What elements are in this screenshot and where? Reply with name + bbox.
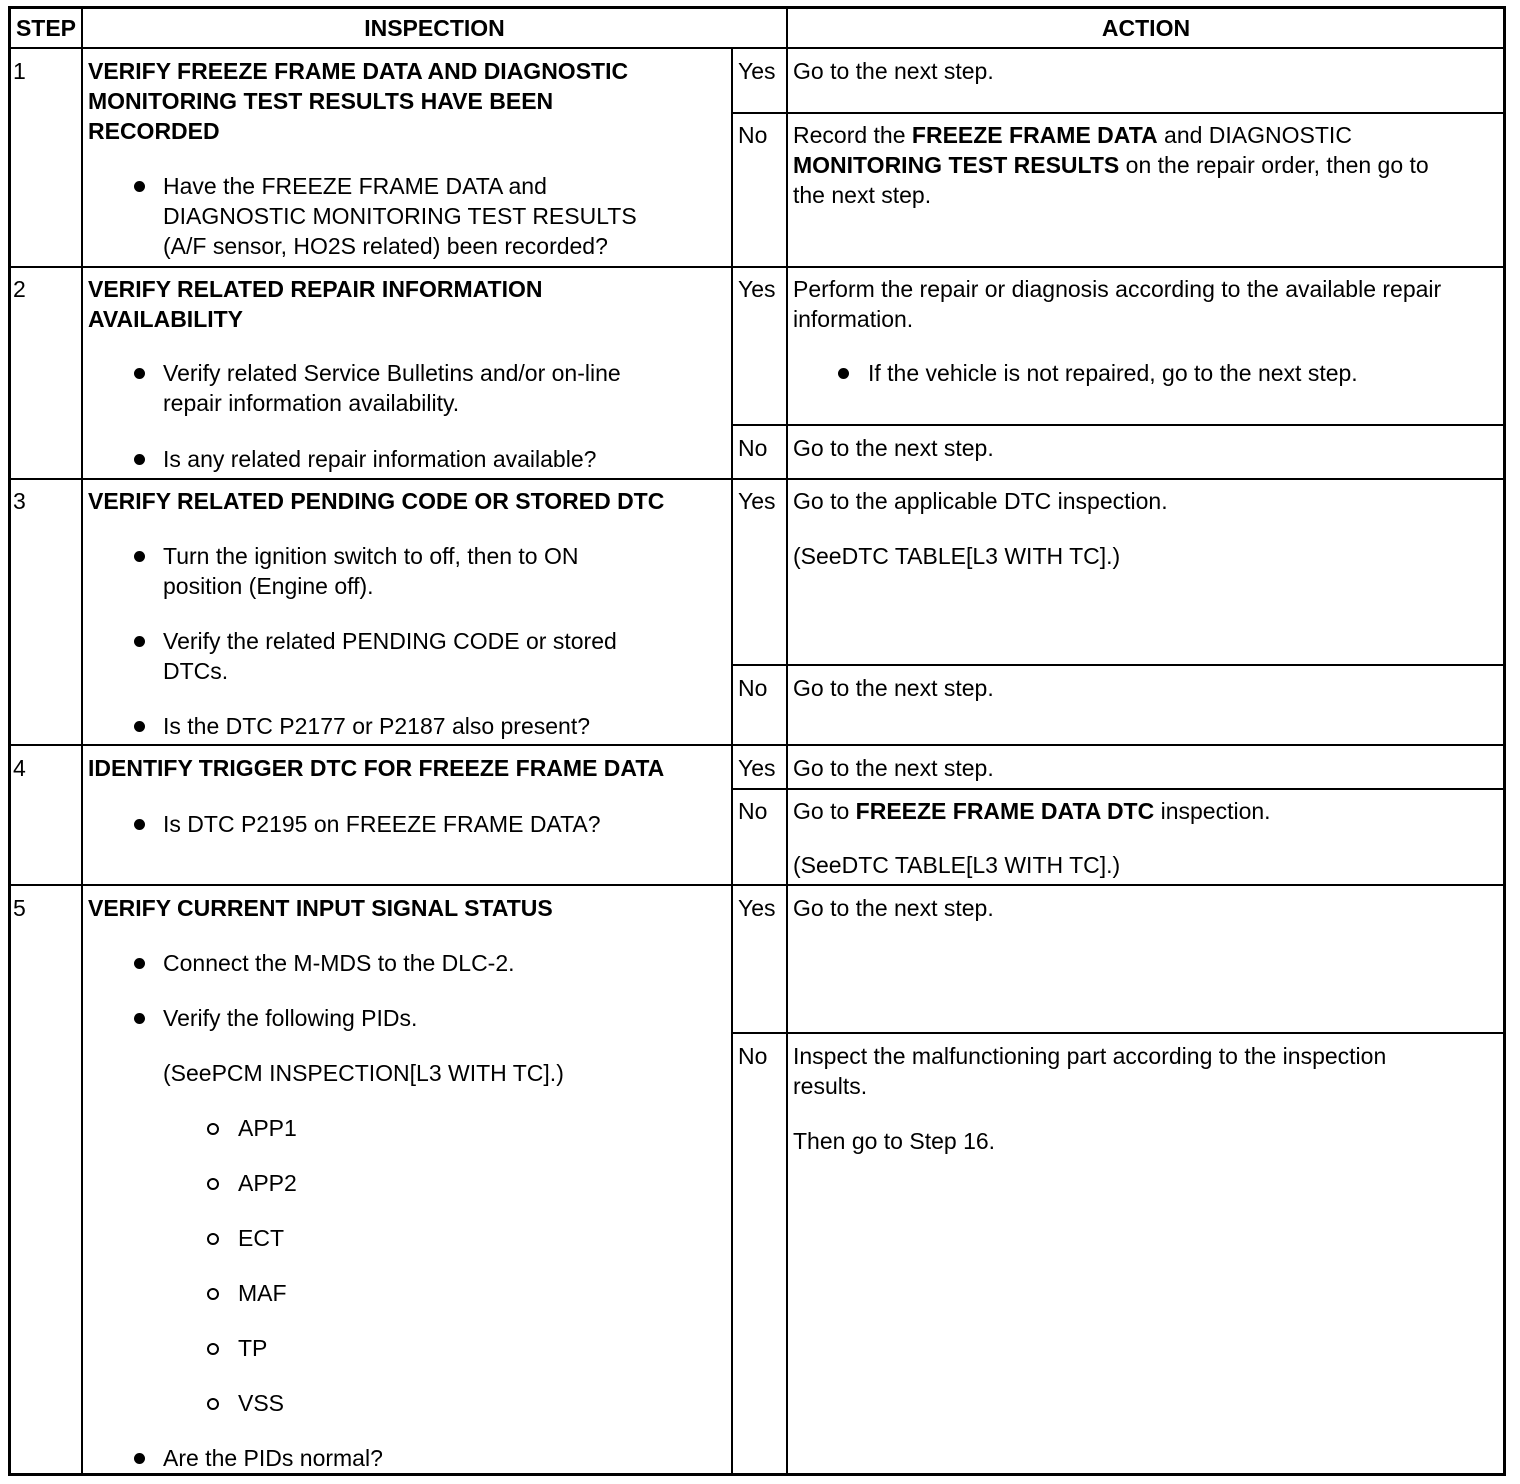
bullet-icon xyxy=(134,1013,145,1024)
bullet-text: If the vehicle is not repaired, go to the next step. xyxy=(868,360,1358,386)
bullet-text: Is any related repair information available? xyxy=(163,446,597,472)
bullet-icon xyxy=(134,181,145,192)
step-title: IDENTIFY TRIGGER DTC FOR FREEZE FRAME DATA xyxy=(88,755,665,781)
yes-action: information. xyxy=(793,306,914,332)
step-title: VERIFY RELATED PENDING CODE OR STORED DTC xyxy=(88,488,665,514)
no-label: No xyxy=(738,122,768,148)
no-action: Go to the next step. xyxy=(793,675,994,701)
reference-text: (SeeDTC TABLE[L3 WITH TC].) xyxy=(793,543,1121,569)
no-label: No xyxy=(738,1043,768,1069)
no-action: MONITORING TEST RESULTS on the repair order, then go to xyxy=(793,152,1429,178)
step-title: VERIFY CURRENT INPUT SIGNAL STATUS xyxy=(88,895,553,921)
bullet-text: Are the PIDs normal? xyxy=(163,1445,383,1471)
yes-label: Yes xyxy=(738,58,776,84)
bullet-text: Is the DTC P2177 or P2187 also present? xyxy=(163,713,591,739)
bullet-text: Verify the related PENDING CODE or stored xyxy=(163,628,617,654)
bullet-text: Verify related Service Bulletins and/or on-line xyxy=(163,360,621,386)
yes-label: Yes xyxy=(738,488,776,514)
step-number: 1 xyxy=(13,58,26,84)
pid-item: APP1 xyxy=(238,1115,297,1141)
bullet-text: Connect the M-MDS to the DLC-2. xyxy=(163,950,515,976)
yes-label: Yes xyxy=(738,895,776,921)
no-label: No xyxy=(738,798,768,824)
header-inspection: INSPECTION xyxy=(364,15,505,41)
sub-bullet-icon xyxy=(207,1178,219,1190)
no-action: Record the FREEZE FRAME DATA and DIAGNOSTIC xyxy=(793,122,1352,148)
pid-item: TP xyxy=(238,1335,268,1361)
bullet-icon xyxy=(134,721,145,732)
sub-bullet-icon xyxy=(207,1123,219,1135)
pid-item: ECT xyxy=(238,1225,284,1251)
bullet-text: Turn the ignition switch to off, then to ON xyxy=(163,543,579,569)
bullet-text: position (Engine off). xyxy=(163,573,374,599)
yes-action: Go to the next step. xyxy=(793,58,994,84)
bullet-text: Is DTC P2195 on FREEZE FRAME DATA? xyxy=(163,811,601,837)
yes-label: Yes xyxy=(738,755,776,781)
step-title: VERIFY FREEZE FRAME DATA AND DIAGNOSTIC xyxy=(88,58,629,84)
no-action: Inspect the malfunctioning part according to the inspection xyxy=(793,1043,1387,1069)
header-action: ACTION xyxy=(1101,15,1191,41)
no-action: Go to the next step. xyxy=(793,435,994,461)
step-number: 3 xyxy=(13,488,26,514)
bullet-icon xyxy=(838,368,849,379)
bullet-icon xyxy=(134,636,145,647)
step-title: VERIFY RELATED REPAIR INFORMATION xyxy=(88,276,543,302)
bullet-icon xyxy=(134,1453,145,1464)
yes-action: Perform the repair or diagnosis according to the available repair xyxy=(793,276,1442,302)
bullet-icon xyxy=(134,819,145,830)
bullet-icon xyxy=(134,958,145,969)
no-action: results. xyxy=(793,1073,868,1099)
step-number: 5 xyxy=(13,895,26,921)
no-label: No xyxy=(738,675,768,701)
sub-bullet-icon xyxy=(207,1343,219,1355)
reference-text: (SeePCM INSPECTION[L3 WITH TC].) xyxy=(163,1060,564,1086)
bullet-icon xyxy=(134,551,145,562)
no-action: Go to FREEZE FRAME DATA DTC inspection. xyxy=(793,798,1271,824)
step-title: AVAILABILITY xyxy=(88,306,244,332)
step-number: 4 xyxy=(13,755,26,781)
no-action: the next step. xyxy=(793,182,932,208)
yes-action: Go to the next step. xyxy=(793,755,994,781)
bullet-icon xyxy=(134,454,145,465)
reference-text: (SeeDTC TABLE[L3 WITH TC].) xyxy=(793,852,1121,878)
bullet-text: Verify the following PIDs. xyxy=(163,1005,418,1031)
bullet-text: (A/F sensor, HO2S related) been recorded? xyxy=(163,233,608,259)
pid-item: MAF xyxy=(238,1280,287,1306)
step-title: RECORDED xyxy=(88,118,220,144)
bullet-text: DTCs. xyxy=(163,658,229,684)
sub-bullet-icon xyxy=(207,1398,219,1410)
bullet-text: repair information availability. xyxy=(163,390,460,416)
yes-label: Yes xyxy=(738,276,776,302)
yes-action: Go to the next step. xyxy=(793,895,994,921)
bullet-icon xyxy=(134,368,145,379)
step-number: 2 xyxy=(13,276,26,302)
sub-bullet-icon xyxy=(207,1233,219,1245)
pid-item: APP2 xyxy=(238,1170,297,1196)
header-step: STEP xyxy=(15,15,77,41)
yes-action: Go to the applicable DTC inspection. xyxy=(793,488,1168,514)
bullet-text: Have the FREEZE FRAME DATA and xyxy=(163,173,547,199)
step-title: MONITORING TEST RESULTS HAVE BEEN xyxy=(88,88,554,114)
bullet-text: DIAGNOSTIC MONITORING TEST RESULTS xyxy=(163,203,637,229)
pid-item: VSS xyxy=(238,1390,285,1416)
sub-bullet-icon xyxy=(207,1288,219,1300)
no-action: Then go to Step 16. xyxy=(793,1128,996,1154)
no-label: No xyxy=(738,435,768,461)
